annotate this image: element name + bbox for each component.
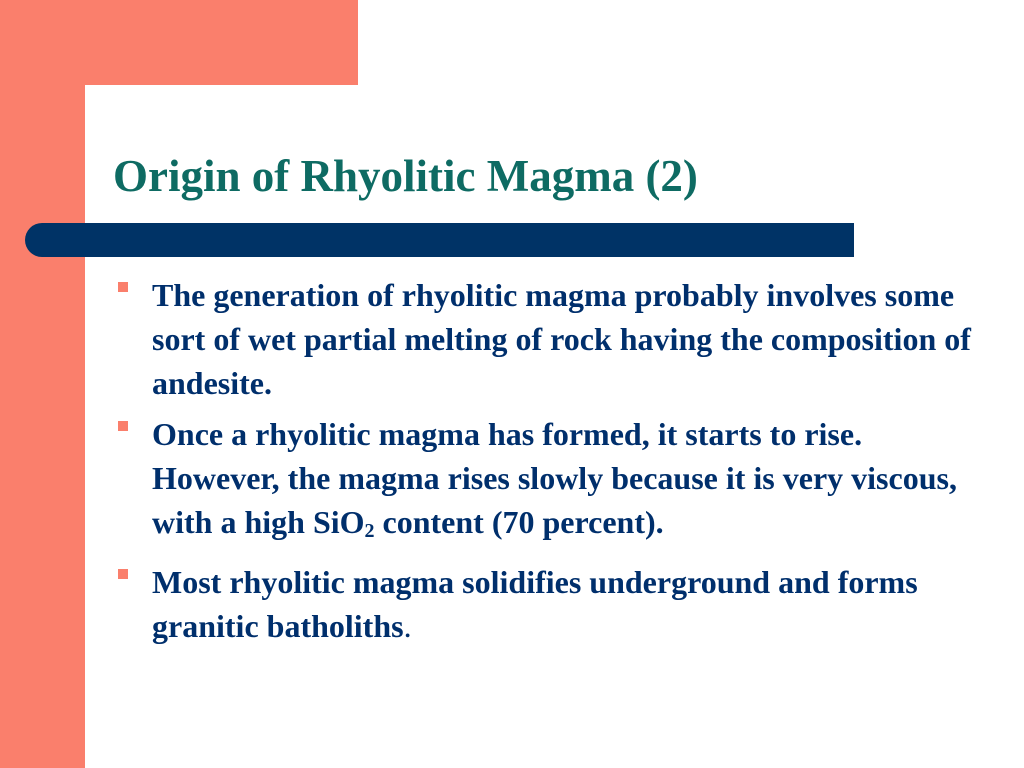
- accent-band-left: [0, 0, 85, 768]
- bullet-item: [113, 412, 993, 553]
- square-bullet-icon: [118, 569, 128, 579]
- bullet-text: Most rhyolitic magma solidifies underground and forms granitic batholiths: [152, 564, 918, 644]
- bullet-text: Once a rhyolitic magma has formed, it starts to rise. However, the magma rises slowly because it is very viscous, with a high SiO: [152, 416, 957, 540]
- subscript-text: 2: [364, 520, 375, 542]
- bullet-list: [113, 273, 993, 655]
- square-bullet-icon: [118, 421, 128, 431]
- title-underline-bar: [25, 223, 854, 257]
- bullet-text: The generation of rhyolitic magma probably involves some sort of wet partial melting of rock having the composition of andesite.: [152, 277, 971, 401]
- bullet-item: [113, 273, 993, 405]
- square-bullet-icon: [118, 282, 128, 292]
- slide-title: Origin of Rhyolitic Magma (2): [113, 151, 698, 201]
- bullet-trailing-period: .: [403, 608, 412, 644]
- content-corner: [85, 85, 145, 145]
- bullet-item: [113, 560, 993, 648]
- bullet-text-continued: content (70 percent).: [374, 504, 664, 540]
- accent-band-top: [0, 0, 358, 85]
